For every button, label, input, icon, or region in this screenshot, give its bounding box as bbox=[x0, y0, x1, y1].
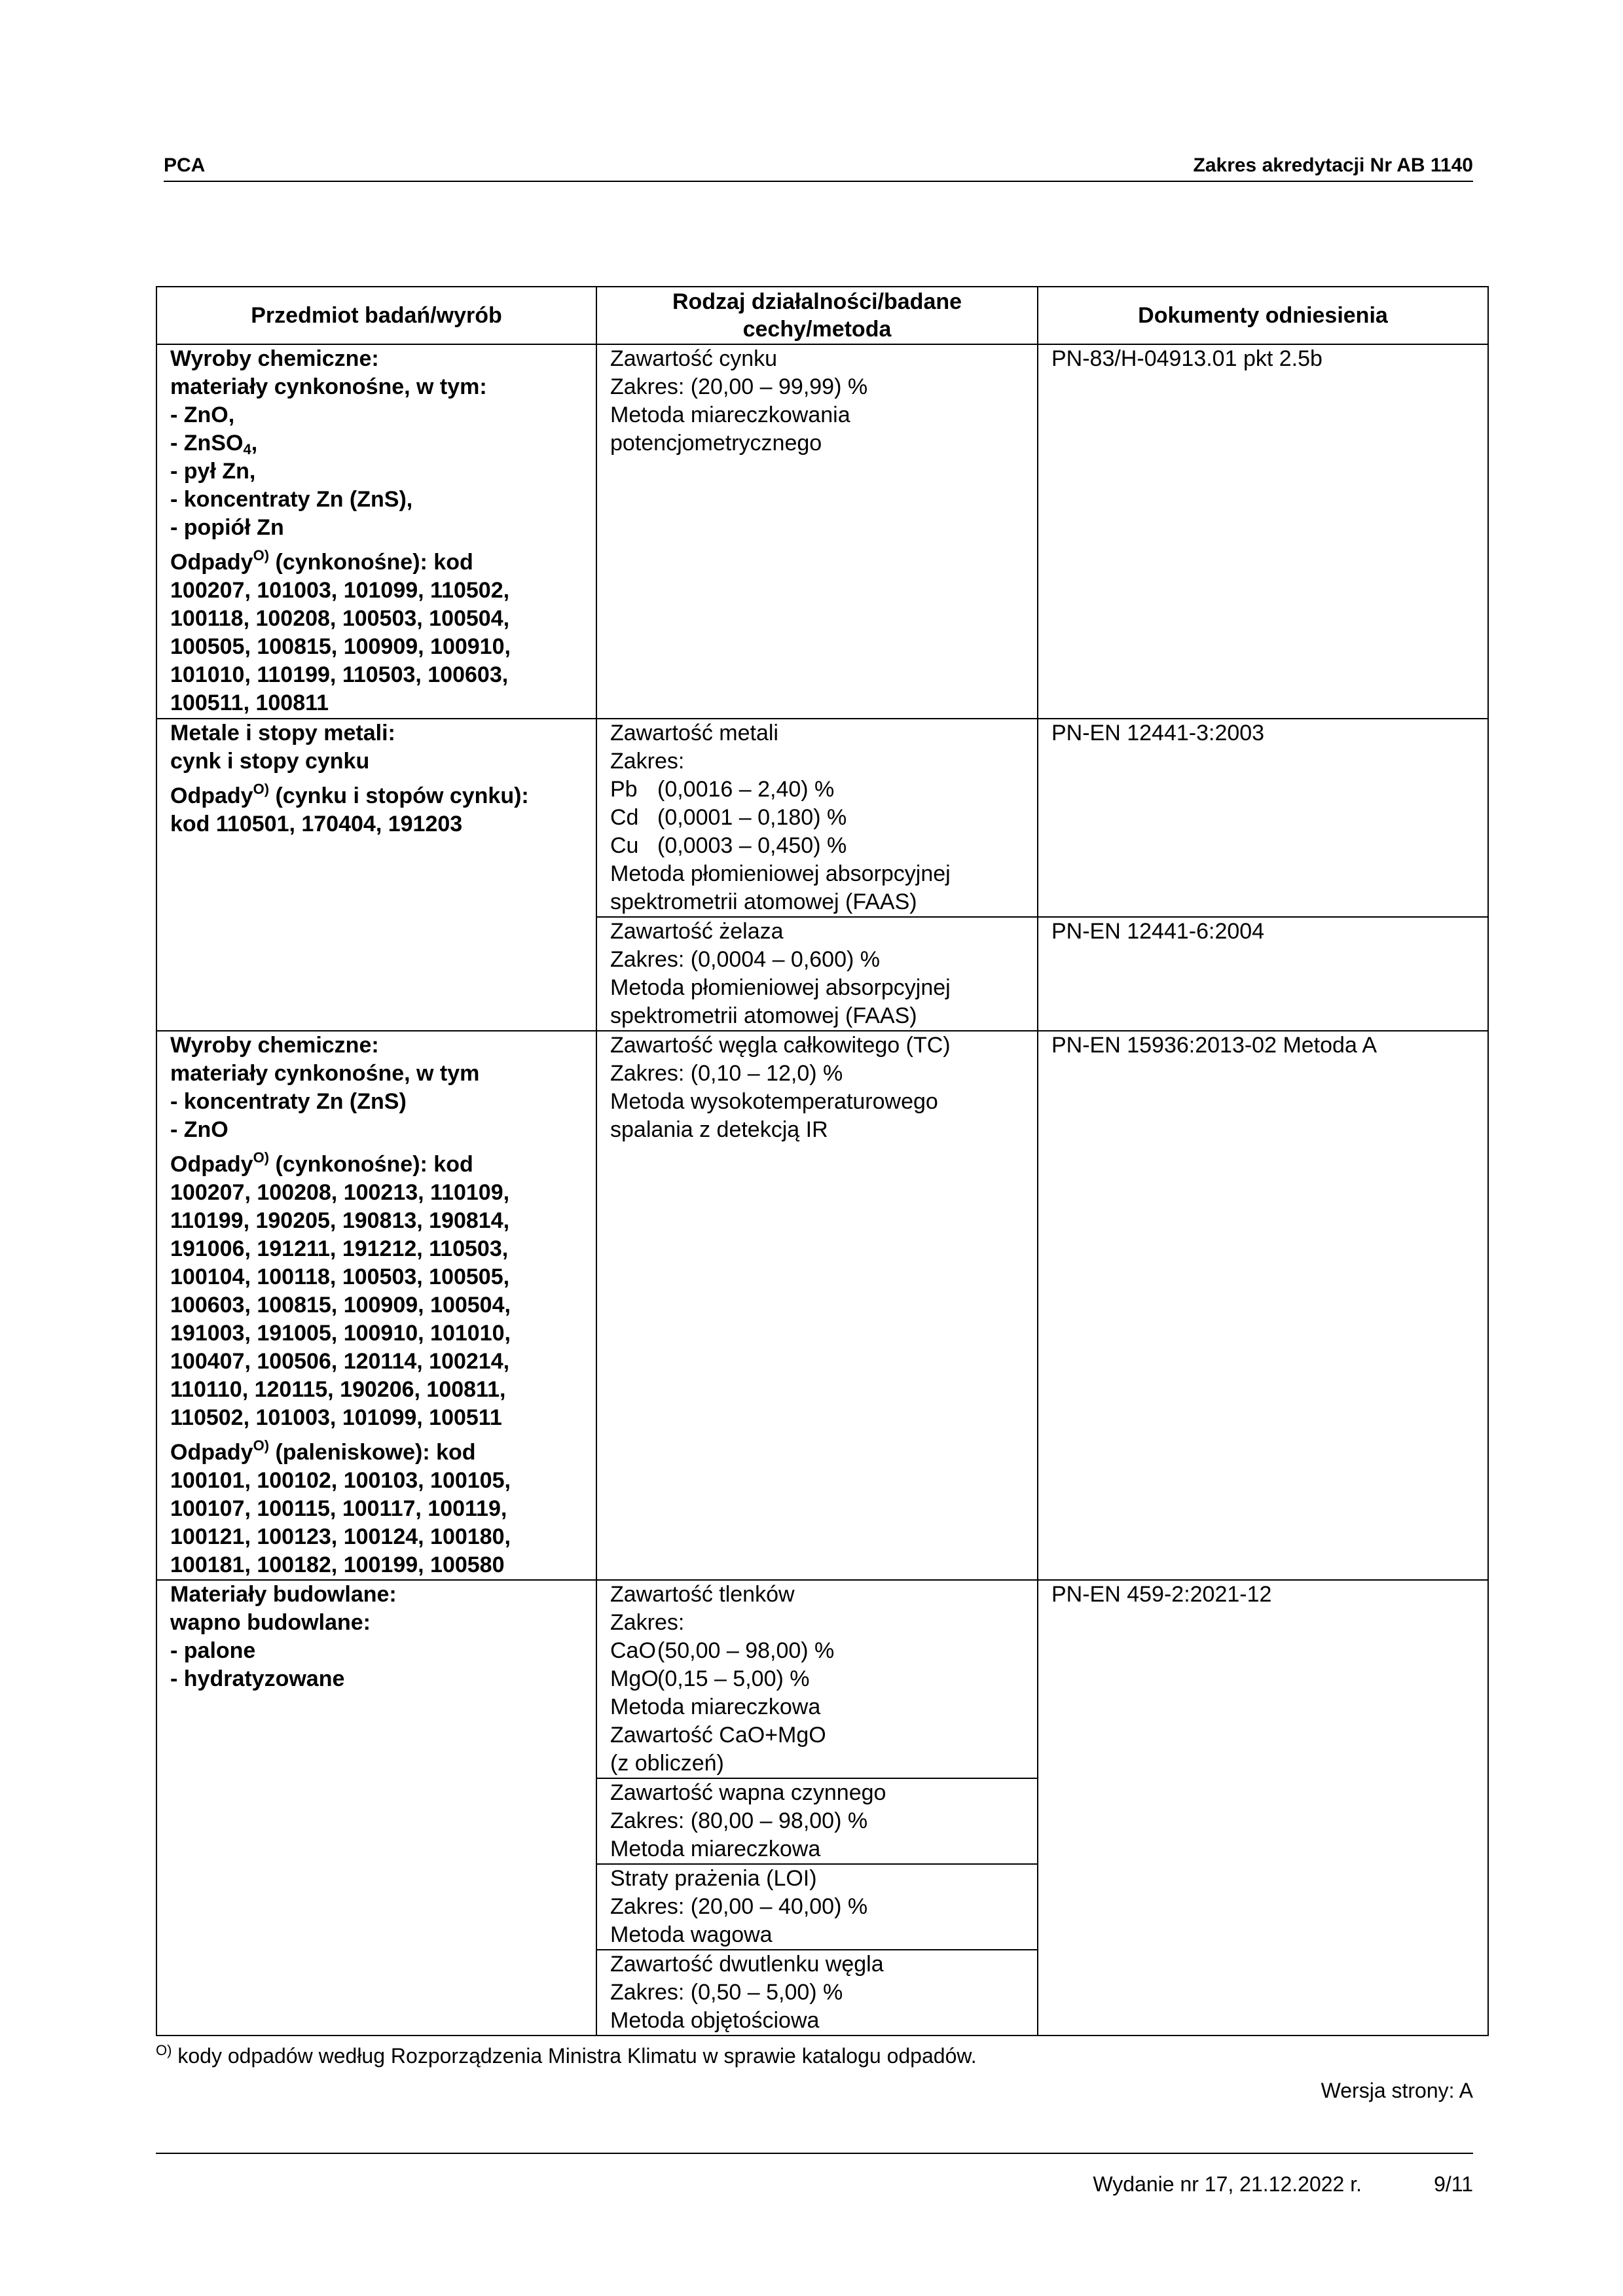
subject-line: - popiół Zn bbox=[170, 515, 284, 540]
method-line: spektrometrii atomowej (FAAS) bbox=[610, 889, 917, 914]
subject-line: - koncentraty Zn (ZnS), bbox=[170, 487, 413, 512]
subject-line: cynk i stopy cynku bbox=[170, 749, 370, 774]
method-line: Zawartość dwutlenku węgla bbox=[610, 1952, 884, 1977]
table-row bbox=[156, 1580, 1488, 1778]
waste-codes-line: 101010, 110199, 110503, 100603, bbox=[170, 662, 509, 687]
table-row bbox=[156, 344, 1488, 719]
subject-line: Wyroby chemiczne: bbox=[170, 1033, 379, 1058]
method-line: Metoda miareczkowa bbox=[610, 1695, 821, 1719]
accreditation-scope-table bbox=[156, 286, 1489, 2036]
method-line: Zakres: bbox=[610, 1610, 685, 1635]
subject-line: Metale i stopy metali: bbox=[170, 721, 395, 745]
waste-codes-line: 191006, 191211, 191212, 110503, bbox=[170, 1236, 509, 1261]
waste-codes-line: 110110, 120115, 190206, 100811, bbox=[170, 1377, 506, 1402]
document-cell: PN-83/H-04913.01 pkt 2.5b bbox=[1038, 344, 1488, 719]
method-line: potencjometrycznego bbox=[610, 431, 822, 456]
page-header bbox=[164, 152, 1473, 182]
waste-heading: Odpady$^{O)}$ (cynku i stopów cynku): bbox=[170, 781, 529, 808]
method-cell bbox=[596, 719, 1038, 917]
method-line: Metoda miareczkowa bbox=[610, 1837, 821, 1861]
method-line: Zakres: (20,00 – 99,99) % bbox=[610, 374, 868, 399]
method-line: Zawartość CaO+MgO bbox=[610, 1723, 826, 1748]
method-cell bbox=[596, 1950, 1038, 2036]
waste-heading: Odpady$^{O)}$ (cynkonośne): kod bbox=[170, 1149, 473, 1177]
column-header-subject: Przedmiot badań/wyrób bbox=[156, 287, 596, 344]
subject-line: - ZnO, bbox=[170, 403, 235, 427]
method-line: (z obliczeń) bbox=[610, 1751, 724, 1776]
subject-line: - ZnSO$_4$, bbox=[170, 431, 258, 457]
method-line: Metoda płomieniowej absorpcyjnej bbox=[610, 975, 951, 1000]
table-row bbox=[156, 1031, 1488, 1580]
subject-cell bbox=[156, 1031, 596, 1580]
subject-line: Materiały budowlane: bbox=[170, 1582, 397, 1607]
subject-cell bbox=[156, 1580, 596, 2036]
method-line: Zawartość cynku bbox=[610, 346, 778, 371]
page-footer bbox=[156, 2153, 1473, 2196]
document-cell: PN-EN 15936:2013-02 Metoda A bbox=[1038, 1031, 1488, 1580]
subject-line: - hydratyzowane bbox=[170, 1666, 345, 1691]
subject-line: Wyroby chemiczne: bbox=[170, 346, 379, 371]
method-line: spektrometrii atomowej (FAAS) bbox=[610, 1003, 917, 1028]
method-cell bbox=[596, 344, 1038, 719]
waste-codes-line: kod 110501, 170404, 191203 bbox=[170, 812, 463, 836]
waste-codes-line: 100207, 100208, 100213, 110109, bbox=[170, 1180, 510, 1205]
element-range: Cd (0,0001 – 0,180) % bbox=[610, 805, 847, 830]
subject-cell bbox=[156, 719, 596, 1031]
method-line: Metoda wysokotemperaturowego bbox=[610, 1089, 938, 1114]
subject-line: - koncentraty Zn (ZnS) bbox=[170, 1089, 407, 1114]
waste-codes-line: 100104, 100118, 100503, 100505, bbox=[170, 1265, 510, 1289]
method-line: Metoda płomieniowej absorpcyjnej bbox=[610, 861, 951, 886]
edition-info: Wydanie nr 17, 21.12.2022 r. bbox=[1093, 2172, 1362, 2196]
method-line: Zakres: (0,0004 – 0,600) % bbox=[610, 947, 881, 972]
subject-cell bbox=[156, 344, 596, 719]
column-header-documents: Dokumenty odniesienia bbox=[1038, 287, 1488, 344]
subject-line: wapno budowlane: bbox=[170, 1610, 371, 1635]
method-line: Zawartość metali bbox=[610, 721, 778, 745]
method-line: Zakres: (20,00 – 40,00) % bbox=[610, 1894, 868, 1919]
page-number: 9/11 bbox=[1434, 2172, 1473, 2196]
header-scope-number: Zakres akredytacji Nr AB 1140 bbox=[1193, 154, 1473, 176]
table-row bbox=[156, 719, 1488, 917]
waste-codes-line: 100101, 100102, 100103, 100105, bbox=[170, 1468, 511, 1493]
page-version: Wersja strony: A bbox=[1321, 2079, 1473, 2102]
waste-heading: Odpady$^{O)}$ (cynkonośne): kod bbox=[170, 547, 473, 575]
waste-codes-line: 100107, 100115, 100117, 100119, bbox=[170, 1496, 507, 1521]
header-org: PCA bbox=[164, 154, 206, 176]
element-range: CaO(50,00 – 98,00) % bbox=[610, 1638, 835, 1663]
document-cell: PN-EN 12441-3:2003 bbox=[1038, 719, 1488, 917]
subject-line: - palone bbox=[170, 1638, 256, 1663]
document-cell: PN-EN 12441-6:2004 bbox=[1038, 917, 1488, 1031]
subject-line: materiały cynkonośne, w tym: bbox=[170, 374, 487, 399]
element-range: MgO(0,15 – 5,00) % bbox=[610, 1666, 810, 1691]
waste-codes-line: 100121, 100123, 100124, 100180, bbox=[170, 1524, 511, 1549]
element-range: Pb (0,0016 – 2,40) % bbox=[610, 777, 835, 802]
method-line: Zakres: (0,50 – 5,00) % bbox=[610, 1980, 843, 2005]
method-line: spalania z detekcją IR bbox=[610, 1117, 828, 1142]
method-line: Zakres: bbox=[610, 749, 685, 774]
table-header-row bbox=[156, 287, 1488, 344]
method-cell bbox=[596, 1864, 1038, 1950]
waste-codes-line: 110199, 190205, 190813, 190814, bbox=[170, 1208, 510, 1233]
waste-heading: Odpady$^{O)}$ (paleniskowe): kod bbox=[170, 1437, 476, 1465]
waste-codes-line: 100118, 100208, 100503, 100504, bbox=[170, 606, 510, 631]
waste-codes-line: 100407, 100506, 120114, 100214, bbox=[170, 1349, 510, 1374]
method-line: Zawartość wapna czynnego bbox=[610, 1780, 886, 1805]
subject-line: - pył Zn, bbox=[170, 459, 256, 484]
method-cell bbox=[596, 917, 1038, 1031]
element-range: Cu (0,0003 – 0,450) % bbox=[610, 833, 847, 858]
waste-codes-line: 100207, 101003, 101099, 110502, bbox=[170, 578, 510, 603]
method-line: Metoda miareczkowania bbox=[610, 403, 850, 427]
footnote: $^{O)}$ kody odpadów według Rozporządzenia Ministra Klimatu w sprawie katalogu odpadów. bbox=[156, 2042, 977, 2068]
method-line: Metoda wagowa bbox=[610, 1922, 773, 1947]
method-line: Zawartość tlenków bbox=[610, 1582, 795, 1607]
method-cell bbox=[596, 1580, 1038, 1778]
waste-codes-line: 100603, 100815, 100909, 100504, bbox=[170, 1293, 511, 1318]
subject-line: materiały cynkonośne, w tym bbox=[170, 1061, 480, 1086]
waste-codes-line: 100511, 100811 bbox=[170, 691, 329, 715]
column-header-method: Rodzaj działalności/badane cechy/metoda bbox=[596, 287, 1038, 344]
method-line: Straty prażenia (LOI) bbox=[610, 1866, 817, 1891]
waste-codes-line: 191003, 191005, 100910, 101010, bbox=[170, 1321, 511, 1346]
method-line: Zawartość węgla całkowitego (TC) bbox=[610, 1033, 951, 1058]
method-line: Metoda objętościowa bbox=[610, 2008, 820, 2033]
method-line: Zawartość żelaza bbox=[610, 919, 784, 944]
method-cell bbox=[596, 1031, 1038, 1580]
document-cell: PN-EN 459-2:2021-12 bbox=[1038, 1580, 1488, 2036]
method-cell bbox=[596, 1778, 1038, 1864]
method-line: Zakres: (0,10 – 12,0) % bbox=[610, 1061, 843, 1086]
subject-line: - ZnO bbox=[170, 1117, 228, 1142]
waste-codes-line: 100181, 100182, 100199, 100580 bbox=[170, 1552, 505, 1577]
waste-codes-line: 110502, 101003, 101099, 100511 bbox=[170, 1405, 502, 1430]
method-line: Zakres: (80,00 – 98,00) % bbox=[610, 1808, 868, 1833]
waste-codes-line: 100505, 100815, 100909, 100910, bbox=[170, 634, 511, 659]
